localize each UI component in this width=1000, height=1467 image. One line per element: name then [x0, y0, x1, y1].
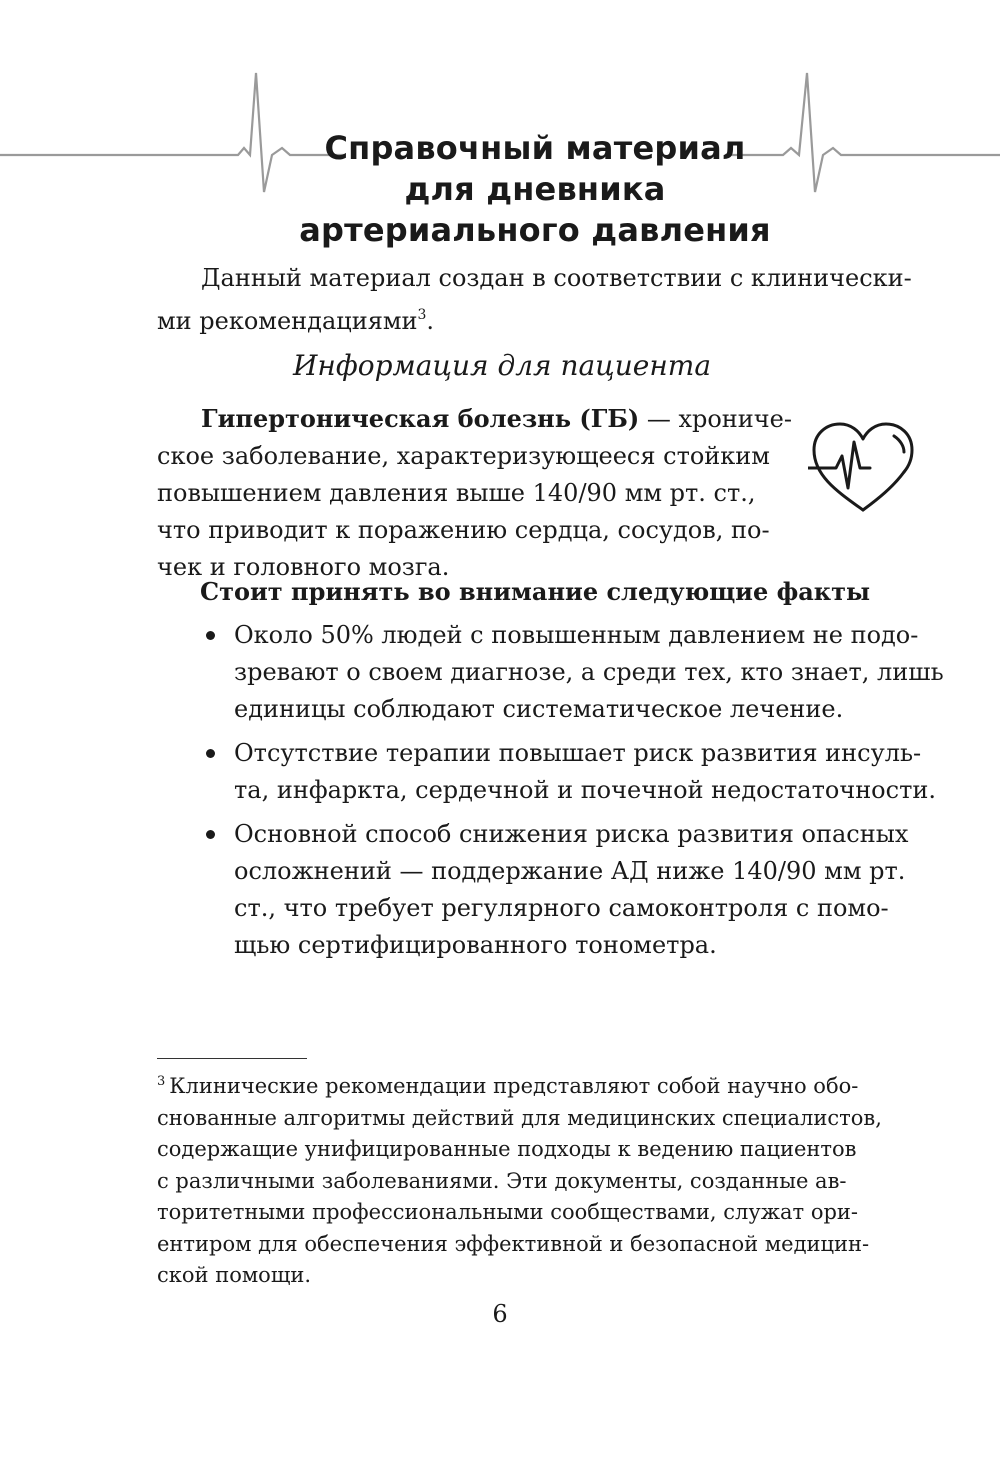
- list-item: [200, 816, 909, 964]
- title-line-1: Справочный материал: [324, 129, 746, 167]
- definition-line-4: что приводит к поражению сердца, сосудов, по-: [157, 516, 770, 544]
- facts-list: [200, 617, 944, 971]
- footnote-line-7: ской помощи.: [157, 1263, 312, 1287]
- fact-2-line-1: Отсутствие терапии повышает риск развития инсуль-: [234, 739, 922, 767]
- list-item: [200, 617, 944, 728]
- footnote-line-5: торитетными профессиональными сообществами, служат ори-: [157, 1200, 859, 1224]
- definition-line-1-rest: — хрониче-: [639, 405, 792, 433]
- footnote-ref[interactable]: 3: [417, 307, 427, 323]
- fact-1-line-2: зревают о своем диагнозе, а среди тех, кто знает, лишь: [234, 658, 944, 686]
- bullet-icon: [206, 830, 215, 839]
- definition-line-2: ское заболевание, характеризующееся стойким: [157, 442, 770, 470]
- intro-line-1: Данный материал создан в соответствии с клинически-: [201, 264, 912, 292]
- footnote-line-6: ентиром для обеспечения эффективной и безопасной медицин-: [157, 1231, 870, 1256]
- page-title: [250, 128, 820, 251]
- fact-3-line-1: Основной способ снижения риска развития опасных: [234, 820, 909, 848]
- definition-line-3: повышением давления выше 140/90 мм рт. ст.,: [157, 479, 756, 507]
- list-item: [200, 735, 936, 809]
- footnote: [157, 1066, 882, 1292]
- definition-paragraph: [157, 400, 817, 586]
- definition-term: Гипертоническая болезнь (ГБ): [201, 404, 640, 433]
- definition-line-5: чек и головного мозга.: [157, 553, 450, 581]
- bullet-icon: [206, 749, 215, 758]
- fact-3-line-3: ст., что требует регулярного самоконтроля с помо-: [234, 894, 889, 922]
- footnote-line-3: содержащие унифицированные подходы к ведению пациентов: [157, 1137, 857, 1161]
- intro-line-2: [157, 297, 847, 340]
- facts-heading: Стоит принять во внимание следующие факты: [200, 577, 871, 606]
- bullet-icon: [206, 631, 215, 640]
- intro-end: .: [426, 307, 435, 335]
- fact-2-line-2: та, инфаркта, сердечной и почечной недостаточности.: [234, 776, 936, 804]
- fact-1-line-1: Около 50% людей с повышенным давлением не подо-: [234, 621, 919, 649]
- fact-3-line-4: щью сертифицированного тонометра.: [234, 931, 717, 959]
- section-subtitle: Информация для пациента: [292, 349, 712, 382]
- footnote-line-2: снованные алгоритмы действий для медицинских специалистов,: [157, 1105, 882, 1130]
- footnote-line-4: с различными заболеваниями. Эти документы, созданные ав-: [157, 1168, 847, 1193]
- intro-paragraph: [157, 260, 912, 340]
- heart-pulse-icon: [808, 420, 918, 515]
- footnote-line-1: [157, 1066, 859, 1103]
- footnote-number: 3: [157, 1074, 166, 1089]
- fact-3-line-2: осложнений — поддержание АД ниже 140/90 мм рт.: [234, 857, 906, 885]
- intro-line-2-text: ми рекомендациями: [157, 307, 418, 335]
- page-number: 6: [492, 1300, 508, 1328]
- definition-line-1: [157, 400, 817, 438]
- footnote-divider: [157, 1058, 307, 1059]
- title-line-3: артериального давления: [299, 211, 771, 249]
- footnote-line-1-text: Клинические рекомендации представляют собой научно обо-: [169, 1074, 859, 1098]
- title-line-2: для дневника: [404, 170, 666, 208]
- fact-1-line-3: единицы соблюдают систематическое лечение.: [234, 695, 844, 723]
